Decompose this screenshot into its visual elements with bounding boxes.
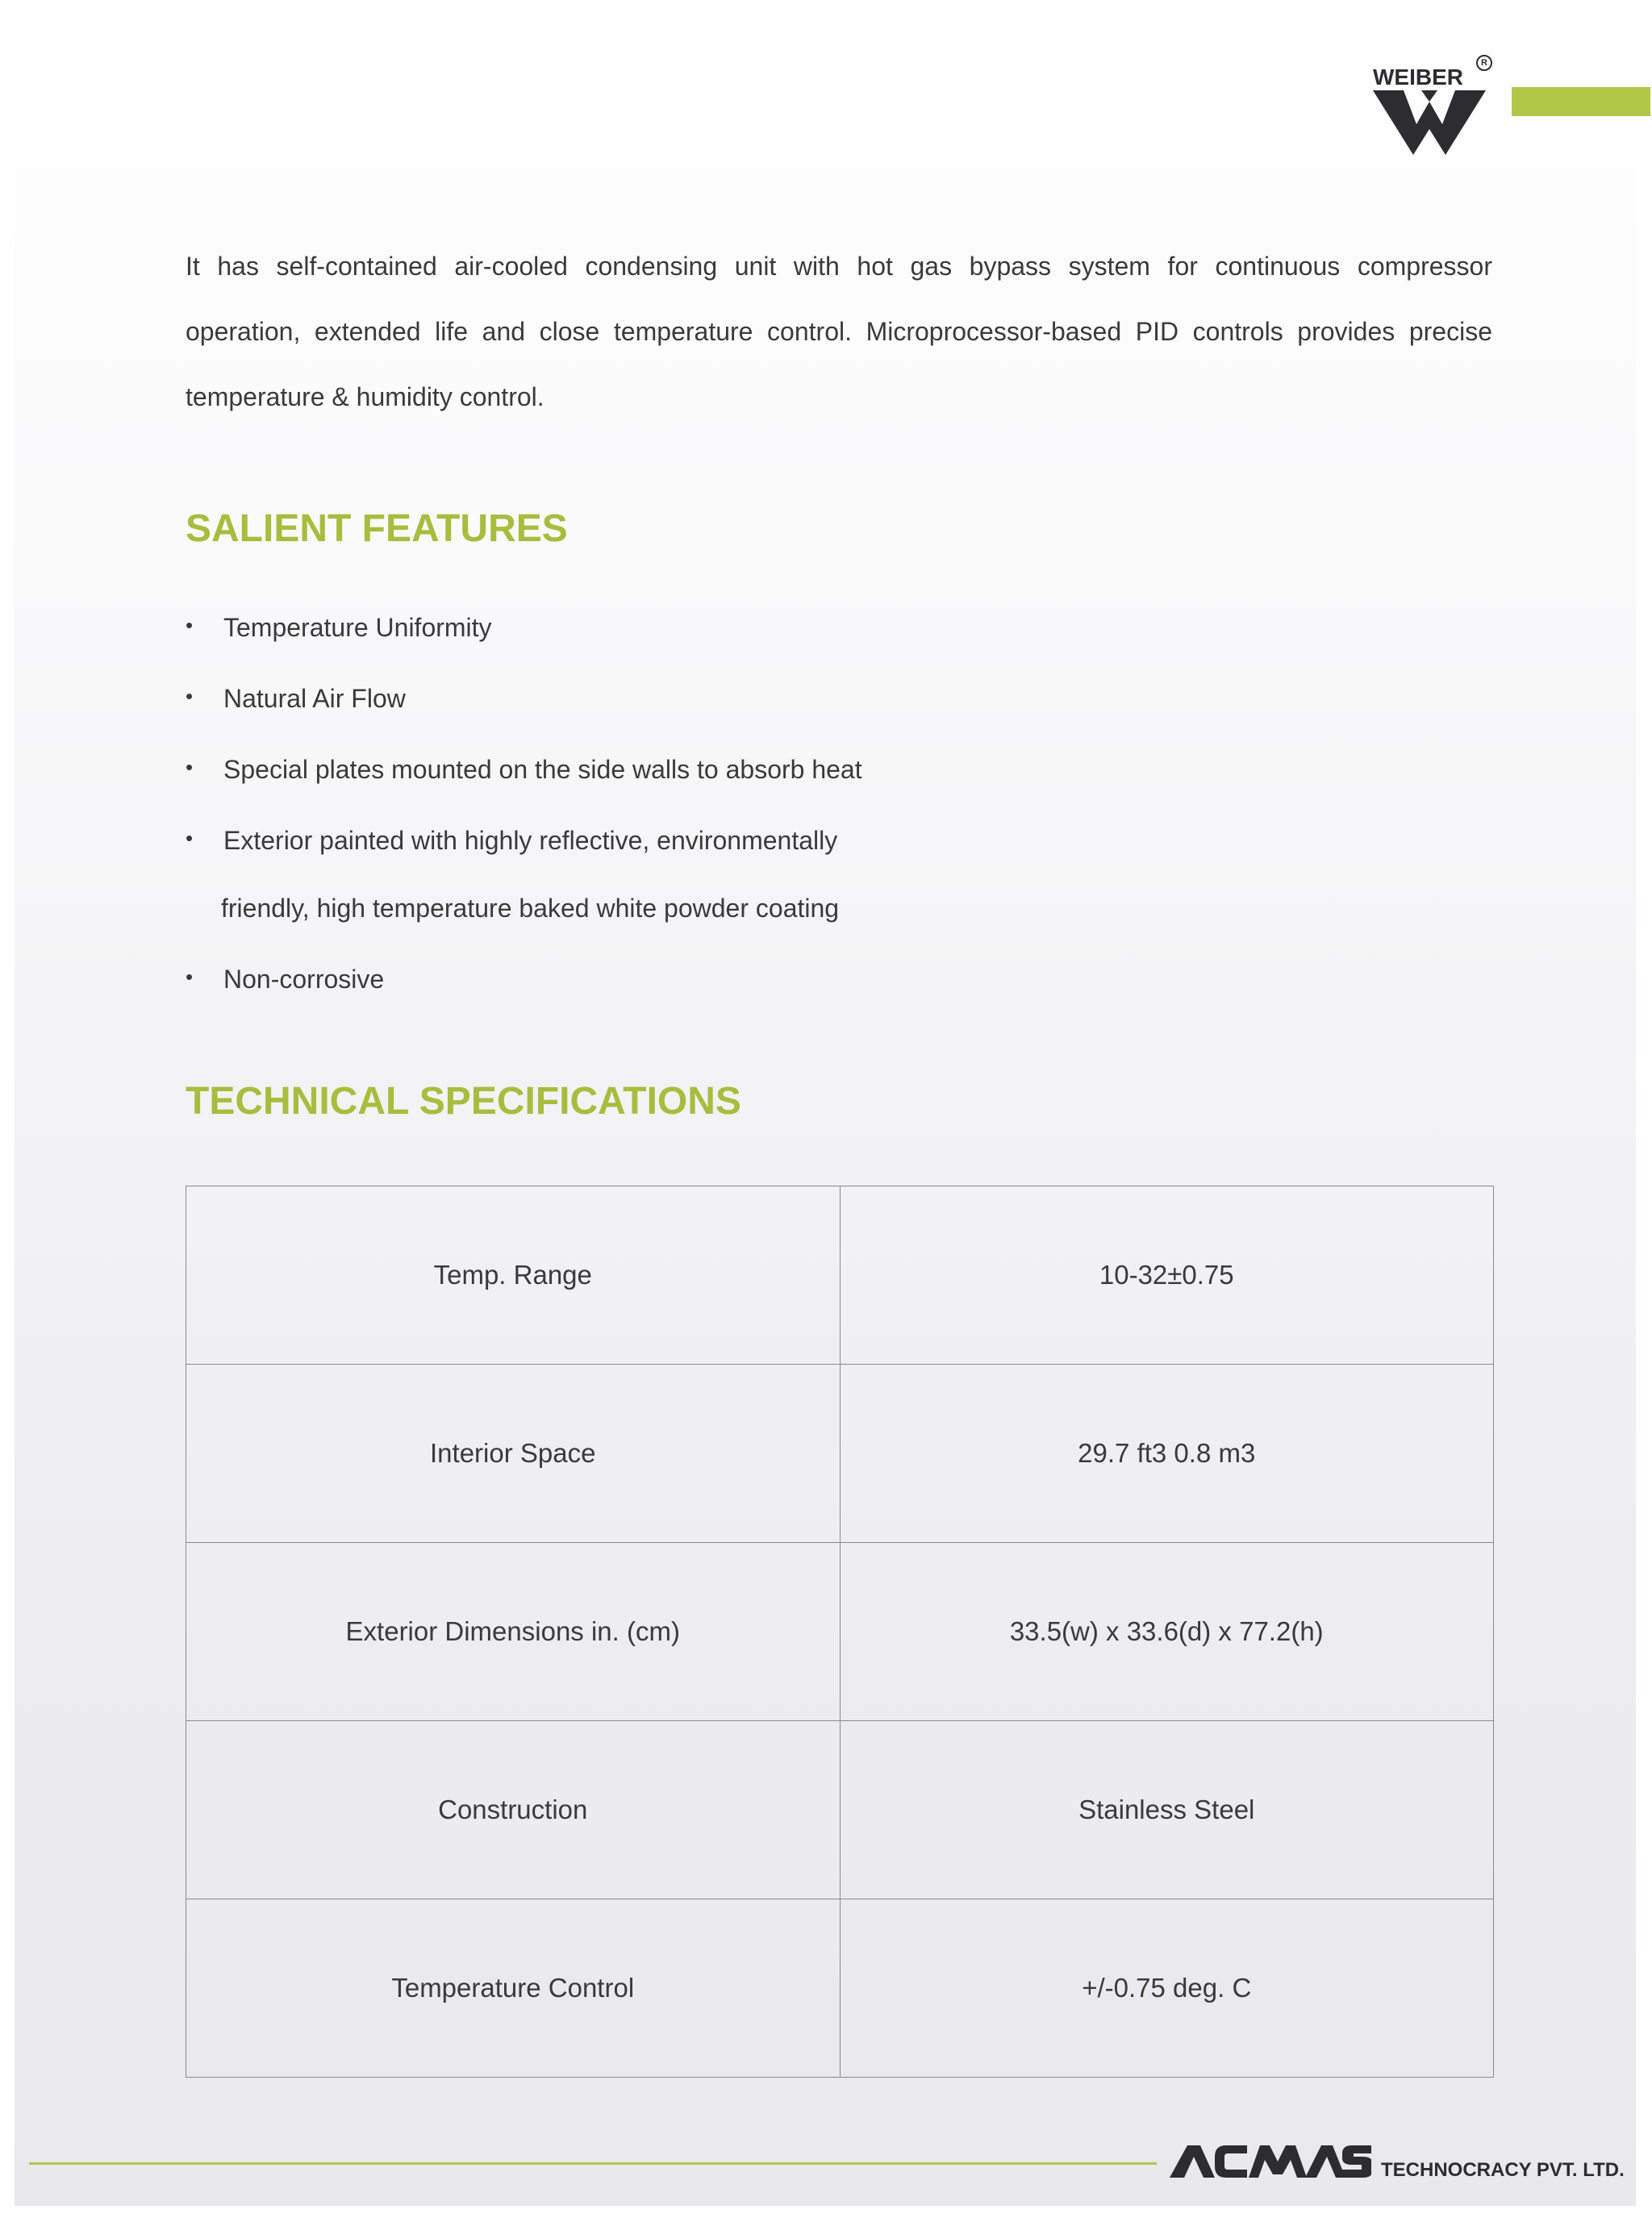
spec-value: +/-0.75 deg. C bbox=[840, 1899, 1494, 2078]
bullet-icon: • bbox=[186, 826, 194, 850]
intro-paragraph bbox=[186, 234, 1492, 430]
table-row bbox=[186, 1899, 1494, 2078]
bullet-icon: • bbox=[186, 965, 194, 989]
registered-mark-icon: R bbox=[1476, 55, 1492, 71]
table-row bbox=[186, 1721, 1494, 1899]
spec-label: Interior Space bbox=[186, 1365, 841, 1543]
bullet-icon: • bbox=[186, 755, 194, 779]
weiber-w-logo-icon bbox=[1373, 90, 1486, 155]
spec-label: Temp. Range bbox=[186, 1186, 841, 1365]
intro-line: operation, extended life and close temperature control. Microprocessor-based PID controls provides precise bbox=[186, 317, 1492, 346]
specifications-table bbox=[186, 1186, 1494, 2078]
table-row bbox=[186, 1186, 1494, 1365]
document-page: WEIBER R It has self-contained air-cooled condensing unit with hot gas bypass system for continuous compressor operation, extended life and close temperature control. Microprocessor-based PID controls provides precise temperature & humidity control. SALIENT FEATURES • Temperature Uniformity • Natural Air Flow • Special plates mounted on the side walls to absorb heat • Exterior painted with highly reflective, environmentally friendly, high temperature baked white powder coating • Non-corrosive TECHNICAL SPECIFICATIONS Temp. Range 10-32±0.75 Interior Space 29.7 ft3 0.8 m3 Exterior Dimensions in. (cm) 33.5(w) x 33.6(d) x 77.2(h) Construction Stainless Steel Temperature Control +/-0.75 deg. C TECHNOCRACY PVT. LTD. bbox=[15, 0, 1636, 2206]
spec-value: 10-32±0.75 bbox=[840, 1186, 1494, 1365]
bullet-icon: • bbox=[186, 613, 194, 637]
spec-label: Construction bbox=[186, 1721, 841, 1899]
company-suffix: TECHNOCRACY PVT. LTD. bbox=[1381, 2159, 1625, 2181]
footer-accent-line bbox=[29, 2162, 1157, 2165]
bullet-icon: • bbox=[186, 684, 194, 708]
table-row bbox=[186, 1365, 1494, 1543]
spec-value: 29.7 ft3 0.8 m3 bbox=[840, 1365, 1494, 1543]
intro-line: It has self-contained air-cooled condensing unit with hot gas bypass system for continuous compressor bbox=[186, 252, 1492, 281]
spec-label: Temperature Control bbox=[186, 1899, 841, 2078]
header-accent-bar bbox=[1512, 87, 1650, 116]
spec-value: 33.5(w) x 33.6(d) x 77.2(h) bbox=[840, 1543, 1494, 1721]
acmas-logo bbox=[1170, 2142, 1371, 2182]
table-row bbox=[186, 1543, 1494, 1721]
salient-features-heading: SALIENT FEATURES bbox=[186, 507, 568, 550]
intro-line: temperature & humidity control. bbox=[186, 382, 544, 411]
spec-label: Exterior Dimensions in. (cm) bbox=[186, 1543, 841, 1721]
weiber-logo bbox=[1370, 50, 1491, 163]
spec-value: Stainless Steel bbox=[840, 1721, 1494, 1899]
technical-specifications-heading: TECHNICAL SPECIFICATIONS bbox=[186, 1080, 741, 1123]
brand-name: WEIBER bbox=[1373, 65, 1463, 90]
